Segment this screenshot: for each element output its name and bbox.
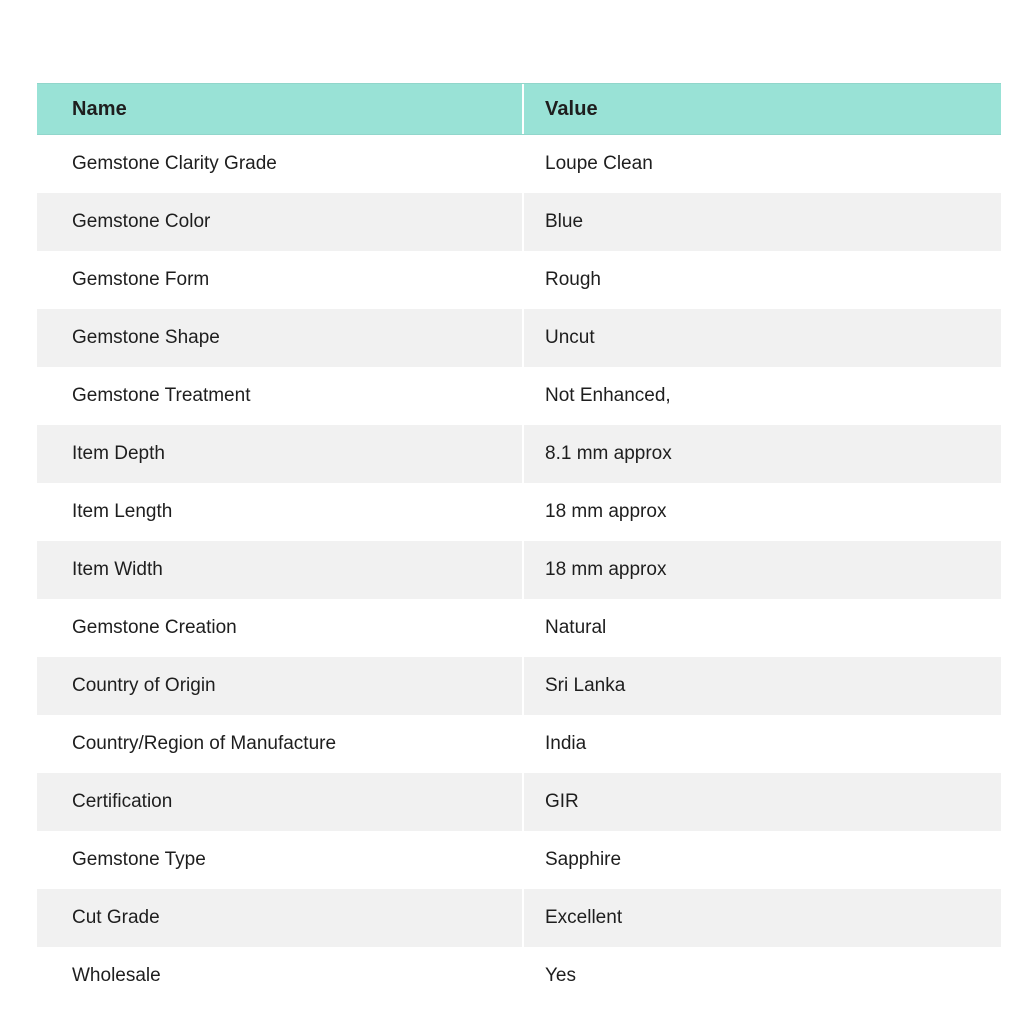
table-row xyxy=(37,947,1001,1005)
row-value-cell: Sapphire xyxy=(545,849,622,870)
row-value-cell: Not Enhanced, xyxy=(545,385,671,406)
row-name-cell: Item Width xyxy=(37,541,524,599)
row-value-cell: 18 mm approx xyxy=(545,559,667,580)
row-value-cell: Yes xyxy=(545,965,576,986)
row-value-cell: Excellent xyxy=(545,907,623,928)
table-row xyxy=(37,599,1001,657)
table-header-row xyxy=(37,83,1001,135)
row-value-cell: Loupe Clean xyxy=(545,153,653,174)
row-name-cell: Gemstone Clarity Grade xyxy=(37,135,524,193)
table-row xyxy=(37,715,1001,773)
row-name-cell: Country of Origin xyxy=(37,657,524,715)
row-name-cell: Gemstone Color xyxy=(37,193,524,251)
header-cell-name: Name xyxy=(37,84,524,134)
table-row xyxy=(37,541,1001,599)
row-value-cell: Uncut xyxy=(545,327,595,348)
row-name-cell: Gemstone Form xyxy=(37,251,524,309)
row-value-cell: Sri Lanka xyxy=(545,675,626,696)
row-value-cell: 18 mm approx xyxy=(545,501,667,522)
row-name-cell: Item Depth xyxy=(37,425,524,483)
row-name-cell: Gemstone Creation xyxy=(37,599,524,657)
table-row xyxy=(37,889,1001,947)
row-value-cell: Natural xyxy=(545,617,607,638)
table-body xyxy=(37,135,1001,1005)
row-value-cell: Blue xyxy=(545,211,584,232)
table-row xyxy=(37,367,1001,425)
item-specifics-table xyxy=(37,83,1001,1005)
row-name-cell: Country/Region of Manufacture xyxy=(37,715,524,773)
row-name-cell: Gemstone Shape xyxy=(37,309,524,367)
row-value-cell: Rough xyxy=(545,269,601,290)
table-row xyxy=(37,309,1001,367)
table-row xyxy=(37,657,1001,715)
table-row xyxy=(37,831,1001,889)
table-row xyxy=(37,135,1001,193)
row-name-cell: Gemstone Treatment xyxy=(37,367,524,425)
row-name-cell: Certification xyxy=(37,773,524,831)
row-name-cell: Cut Grade xyxy=(37,889,524,947)
row-value-cell: 8.1 mm approx xyxy=(545,443,672,464)
table-row xyxy=(37,193,1001,251)
table-row xyxy=(37,773,1001,831)
row-value-cell: GIR xyxy=(545,791,579,812)
table-row xyxy=(37,483,1001,541)
row-value-cell: India xyxy=(545,733,587,754)
row-name-cell: Item Length xyxy=(37,483,524,541)
table-row xyxy=(37,425,1001,483)
row-name-cell: Gemstone Type xyxy=(37,831,524,889)
row-name-cell: Wholesale xyxy=(37,947,524,1005)
table-row xyxy=(37,251,1001,309)
header-cell-value: Value xyxy=(545,97,598,120)
